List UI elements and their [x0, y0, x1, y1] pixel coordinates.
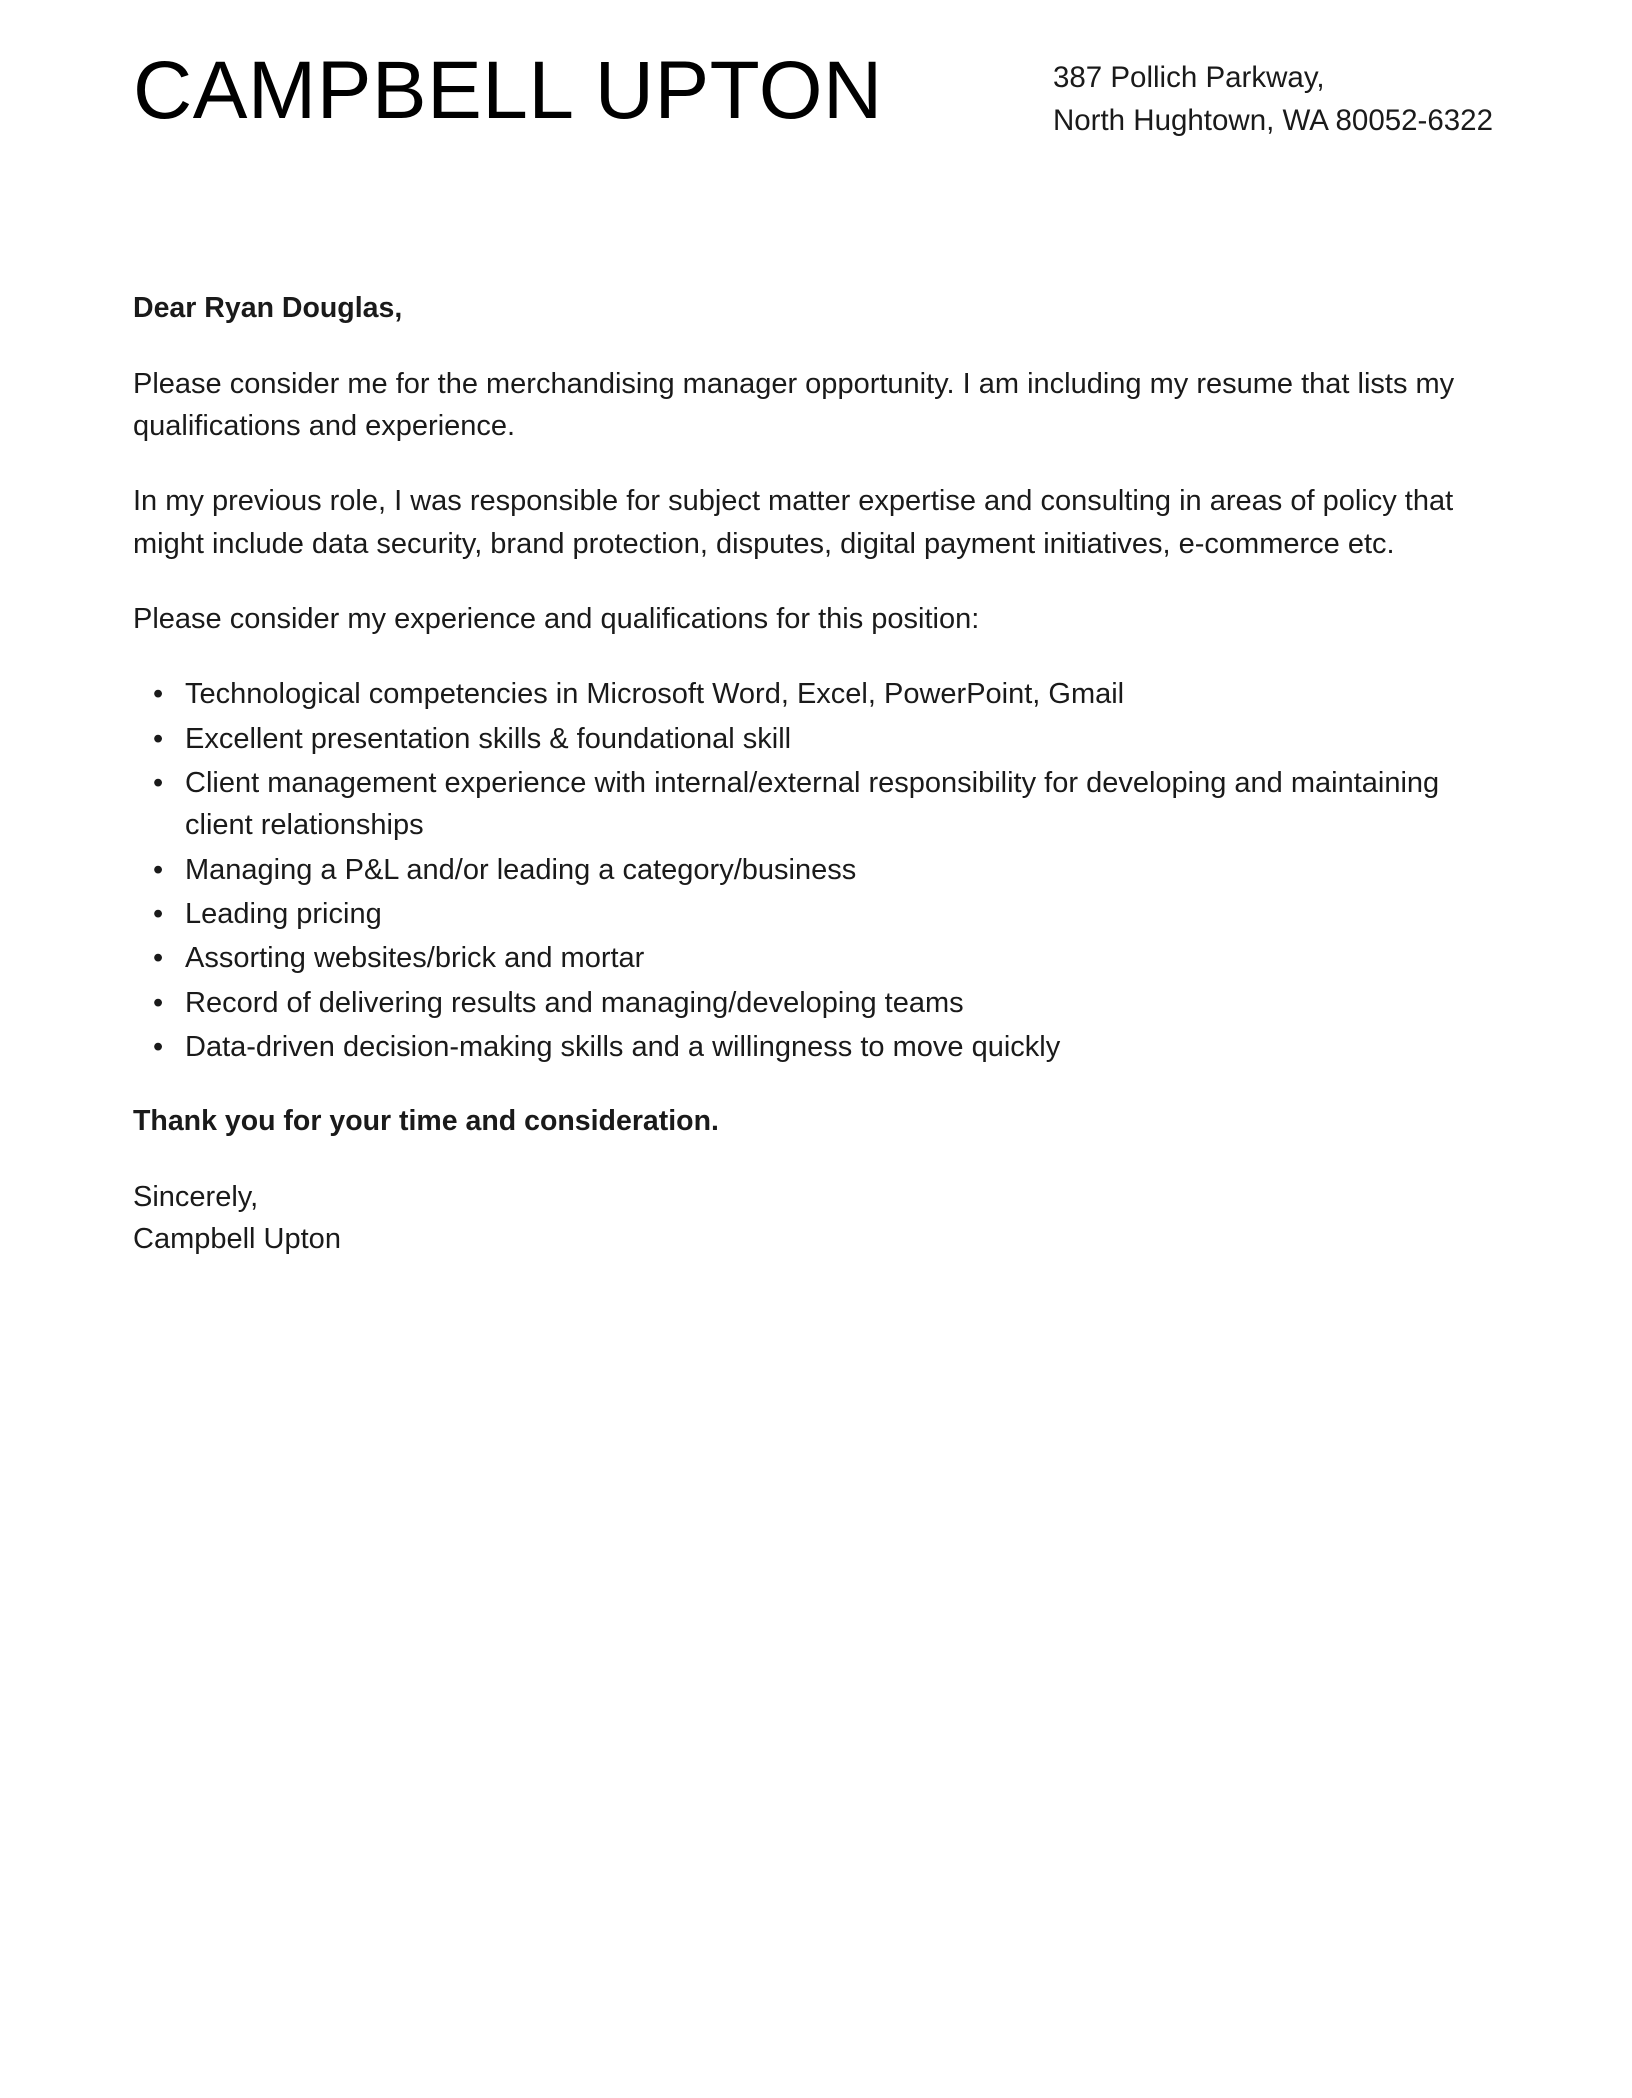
- list-item-label: Technological competencies in Microsoft Word, Excel, PowerPoint, Gmail: [185, 678, 1125, 711]
- list-item-label: Excellent presentation skills & foundational skill: [185, 722, 792, 755]
- paragraph-intro: Please consider me for the merchandising manager opportunity. I am including my resume that lists my qualifications and experience.: [133, 367, 1455, 442]
- list-item-label: Managing a P&L and/or leading a category/business: [185, 853, 857, 886]
- list-item-label: Leading pricing: [185, 897, 382, 930]
- bullet-icon: •: [153, 678, 164, 711]
- list-item: [133, 762, 1490, 847]
- list-item: [133, 937, 1490, 979]
- paragraph-experience: In my previous role, I was responsible for subject matter expertise and consulting in areas of policy that might include data security, brand protection, disputes, digital payment initiatives, e-commerce etc.: [133, 485, 1454, 560]
- list-item: [133, 718, 1490, 760]
- closing-thanks: Thank you for your time and consideration.: [133, 1105, 719, 1138]
- bullet-icon: •: [153, 942, 164, 975]
- list-item: [133, 893, 1490, 935]
- list-item: [133, 1026, 1490, 1068]
- list-item: [133, 673, 1490, 715]
- list-item-label: Data-driven decision-making skills and a willingness to move quickly: [185, 1030, 1061, 1063]
- paragraph-qualifications-lead-in: Please consider my experience and qualifications for this position:: [133, 602, 980, 635]
- address-line-city-state-zip: North Hughtown, WA 80052-6322: [1052, 104, 1493, 138]
- list-item-label: Record of delivering results and managing/developing teams: [185, 986, 964, 1019]
- bullet-icon: •: [153, 1030, 164, 1063]
- list-item-label: Client management experience with internal/external responsibility for developing and maintaining client relationships: [185, 766, 1440, 842]
- list-item: [133, 849, 1490, 891]
- bullet-icon: •: [153, 897, 164, 930]
- salutation: Dear Ryan Douglas,: [133, 292, 403, 324]
- bullet-icon: •: [153, 766, 164, 799]
- page-title: CAMPBELL UPTON: [133, 45, 883, 136]
- address-line-street: 387 Pollich Parkway,: [1052, 61, 1325, 94]
- signature-block: [133, 1176, 1490, 1261]
- bullet-icon: •: [153, 853, 164, 886]
- qualifications-list: [133, 673, 1490, 1068]
- bullet-icon: •: [153, 722, 164, 755]
- signoff-label: Sincerely,: [133, 1180, 259, 1213]
- signature-name: Campbell Upton: [133, 1223, 341, 1256]
- letterhead: [133, 46, 1493, 143]
- letter-body: [133, 288, 1490, 1260]
- list-item: [133, 982, 1490, 1024]
- list-item-label: Assorting websites/brick and mortar: [185, 942, 645, 975]
- sender-address: [963, 46, 1493, 143]
- bullet-icon: •: [153, 986, 164, 1019]
